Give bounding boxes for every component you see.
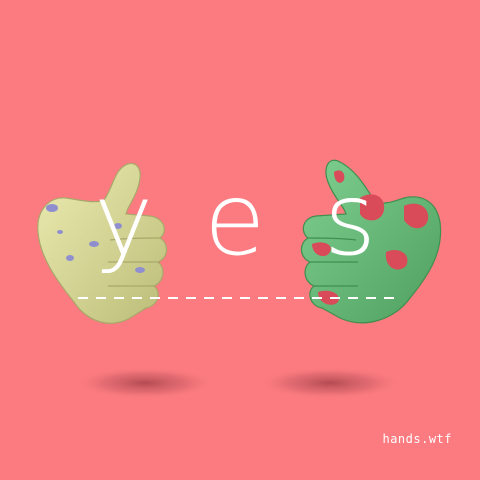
letter-y: y xyxy=(94,161,154,278)
left-hand-shadow xyxy=(75,367,215,399)
dashed-underline xyxy=(78,296,402,300)
right-hand-shadow xyxy=(258,367,402,399)
letter-s: s xyxy=(324,161,377,278)
yes-word xyxy=(0,161,480,280)
brand-label: hands.wtf xyxy=(382,432,452,446)
letter-e: e xyxy=(204,161,266,278)
